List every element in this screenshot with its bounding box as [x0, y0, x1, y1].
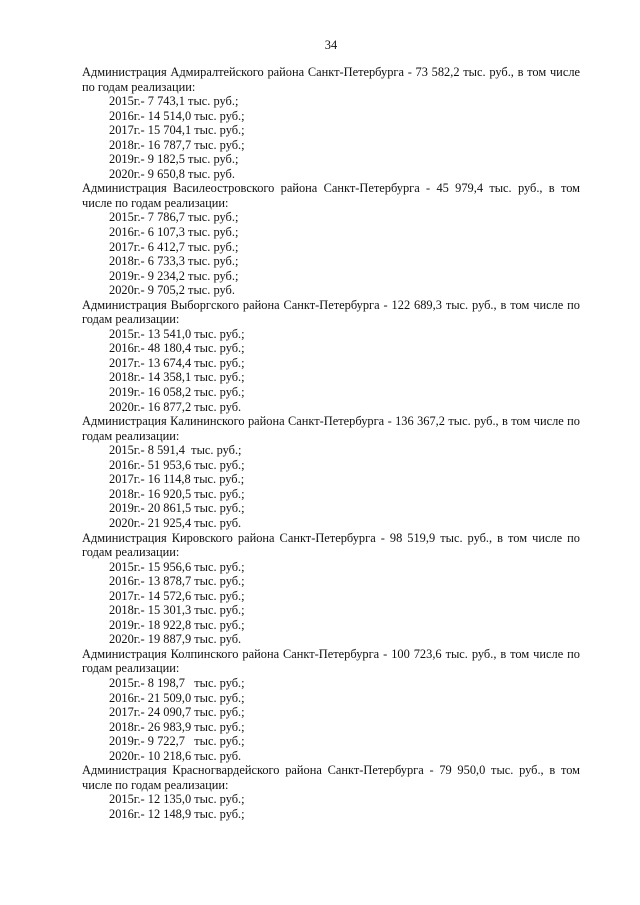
year-amount-line: 2019г.- 9 234,2 тыс. руб.; [109, 268, 239, 283]
year-amount-line: 2018г.- 16 920,5 тыс. руб.; [109, 486, 245, 501]
year-amount-line: 2015г.- 8 198,7 тыс. руб.; [109, 675, 245, 690]
year-amount-line: 2018г.- 14 358,1 тыс. руб.; [109, 370, 245, 385]
district-section [82, 531, 580, 647]
year-list [82, 210, 580, 297]
year-amount-line: 2019г.- 9 182,5 тыс. руб.; [109, 152, 239, 167]
sections-container [82, 65, 580, 821]
year-amount-line: 2015г.- 15 956,6 тыс. руб.; [109, 559, 245, 574]
year-amount-line: 2015г.- 13 541,0 тыс. руб.; [109, 326, 245, 341]
district-section [82, 647, 580, 763]
year-amount-line: 2019г.- 9 722,7 тыс. руб.; [109, 734, 245, 749]
year-amount-line: 2018г.- 6 733,3 тыс. руб.; [109, 254, 239, 269]
year-list [82, 676, 580, 763]
year-list [82, 94, 580, 181]
district-section [82, 298, 580, 414]
district-heading: Администрация Колпинского района Санкт-Петербурга - 100 723,6 тыс. руб., в том числе по годам реализации: [82, 646, 580, 676]
year-list [82, 560, 580, 647]
year-amount-line: 2016г.- 6 107,3 тыс. руб.; [109, 225, 239, 240]
year-amount-line: 2015г.- 12 135,0 тыс. руб.; [109, 792, 245, 807]
year-amount-line: 2015г.- 7 786,7 тыс. руб.; [109, 210, 239, 225]
year-amount-line: 2017г.- 16 114,8 тыс. руб.; [109, 472, 245, 487]
year-amount-line: 2017г.- 15 704,1 тыс. руб.; [109, 123, 245, 138]
year-amount-line: 2016г.- 12 148,9 тыс. руб.; [109, 806, 245, 821]
year-amount-line: 2015г.- 7 743,1 тыс. руб.; [109, 94, 239, 109]
year-amount-line: 2017г.- 24 090,7 тыс. руб.; [109, 705, 245, 720]
year-amount-line: 2015г.- 8 591,4 тыс. руб.; [109, 443, 242, 458]
year-list [82, 792, 580, 821]
year-amount-line: 2016г.- 21 509,0 тыс. руб.; [109, 690, 245, 705]
district-section [82, 763, 580, 821]
year-amount-line: 2020г.- 10 218,6 тыс. руб. [109, 748, 242, 763]
year-amount-line: 2019г.- 18 922,8 тыс. руб.; [109, 617, 245, 632]
year-amount-line: 2019г.- 16 058,2 тыс. руб.; [109, 385, 245, 400]
year-amount-line: 2020г.- 19 887,9 тыс. руб. [109, 632, 242, 647]
year-amount-line: 2020г.- 21 925,4 тыс. руб. [109, 515, 242, 530]
district-heading: Администрация Василеостровского района Санкт-Петербурга - 45 979,4 тыс. руб., в том числе по годам реализации: [82, 181, 580, 210]
district-section [82, 414, 580, 530]
district-heading: Администрация Выборгского района Санкт-Петербурга - 122 689,3 тыс. руб., в том числе по годам реализации: [82, 297, 580, 327]
district-section [82, 181, 580, 297]
year-list [82, 443, 580, 530]
district-heading: Администрация Калининского района Санкт-Петербурга - 136 367,2 тыс. руб., в том числе по годам реализации: [82, 414, 580, 443]
year-amount-line: 2017г.- 6 412,7 тыс. руб.; [109, 239, 239, 254]
year-amount-line: 2020г.- 9 705,2 тыс. руб. [109, 283, 235, 298]
year-amount-line: 2020г.- 9 650,8 тыс. руб. [109, 166, 235, 181]
year-amount-line: 2017г.- 13 674,4 тыс. руб.; [109, 355, 245, 370]
page-number: 34 [324, 38, 338, 52]
year-amount-line: 2016г.- 48 180,4 тыс. руб.; [109, 341, 245, 356]
year-list [82, 327, 580, 414]
district-heading: Администрация Кировского района Санкт-Петербурга - 98 519,9 тыс. руб., в том числе по годам реализации: [82, 530, 580, 560]
district-heading: Администрация Адмиралтейского района Санкт-Петербурга - 73 582,2 тыс. руб., в том числе по годам реализации: [82, 65, 580, 94]
district-section [82, 65, 580, 181]
year-amount-line: 2020г.- 16 877,2 тыс. руб. [109, 399, 242, 414]
year-amount-line: 2016г.- 14 514,0 тыс. руб.; [109, 108, 245, 123]
year-amount-line: 2017г.- 14 572,6 тыс. руб.; [109, 588, 245, 603]
year-amount-line: 2018г.- 16 787,7 тыс. руб.; [109, 137, 245, 152]
district-heading: Администрация Красногвардейского района Санкт-Петербурга - 79 950,0 тыс. руб., в том числе по годам реализации: [82, 763, 580, 792]
year-amount-line: 2019г.- 20 861,5 тыс. руб.; [109, 501, 245, 516]
year-amount-line: 2016г.- 51 953,6 тыс. руб.; [109, 457, 245, 472]
year-amount-line: 2018г.- 15 301,3 тыс. руб.; [109, 603, 245, 618]
year-amount-line: 2018г.- 26 983,9 тыс. руб.; [109, 719, 245, 734]
year-amount-line: 2016г.- 13 878,7 тыс. руб.; [109, 574, 245, 589]
